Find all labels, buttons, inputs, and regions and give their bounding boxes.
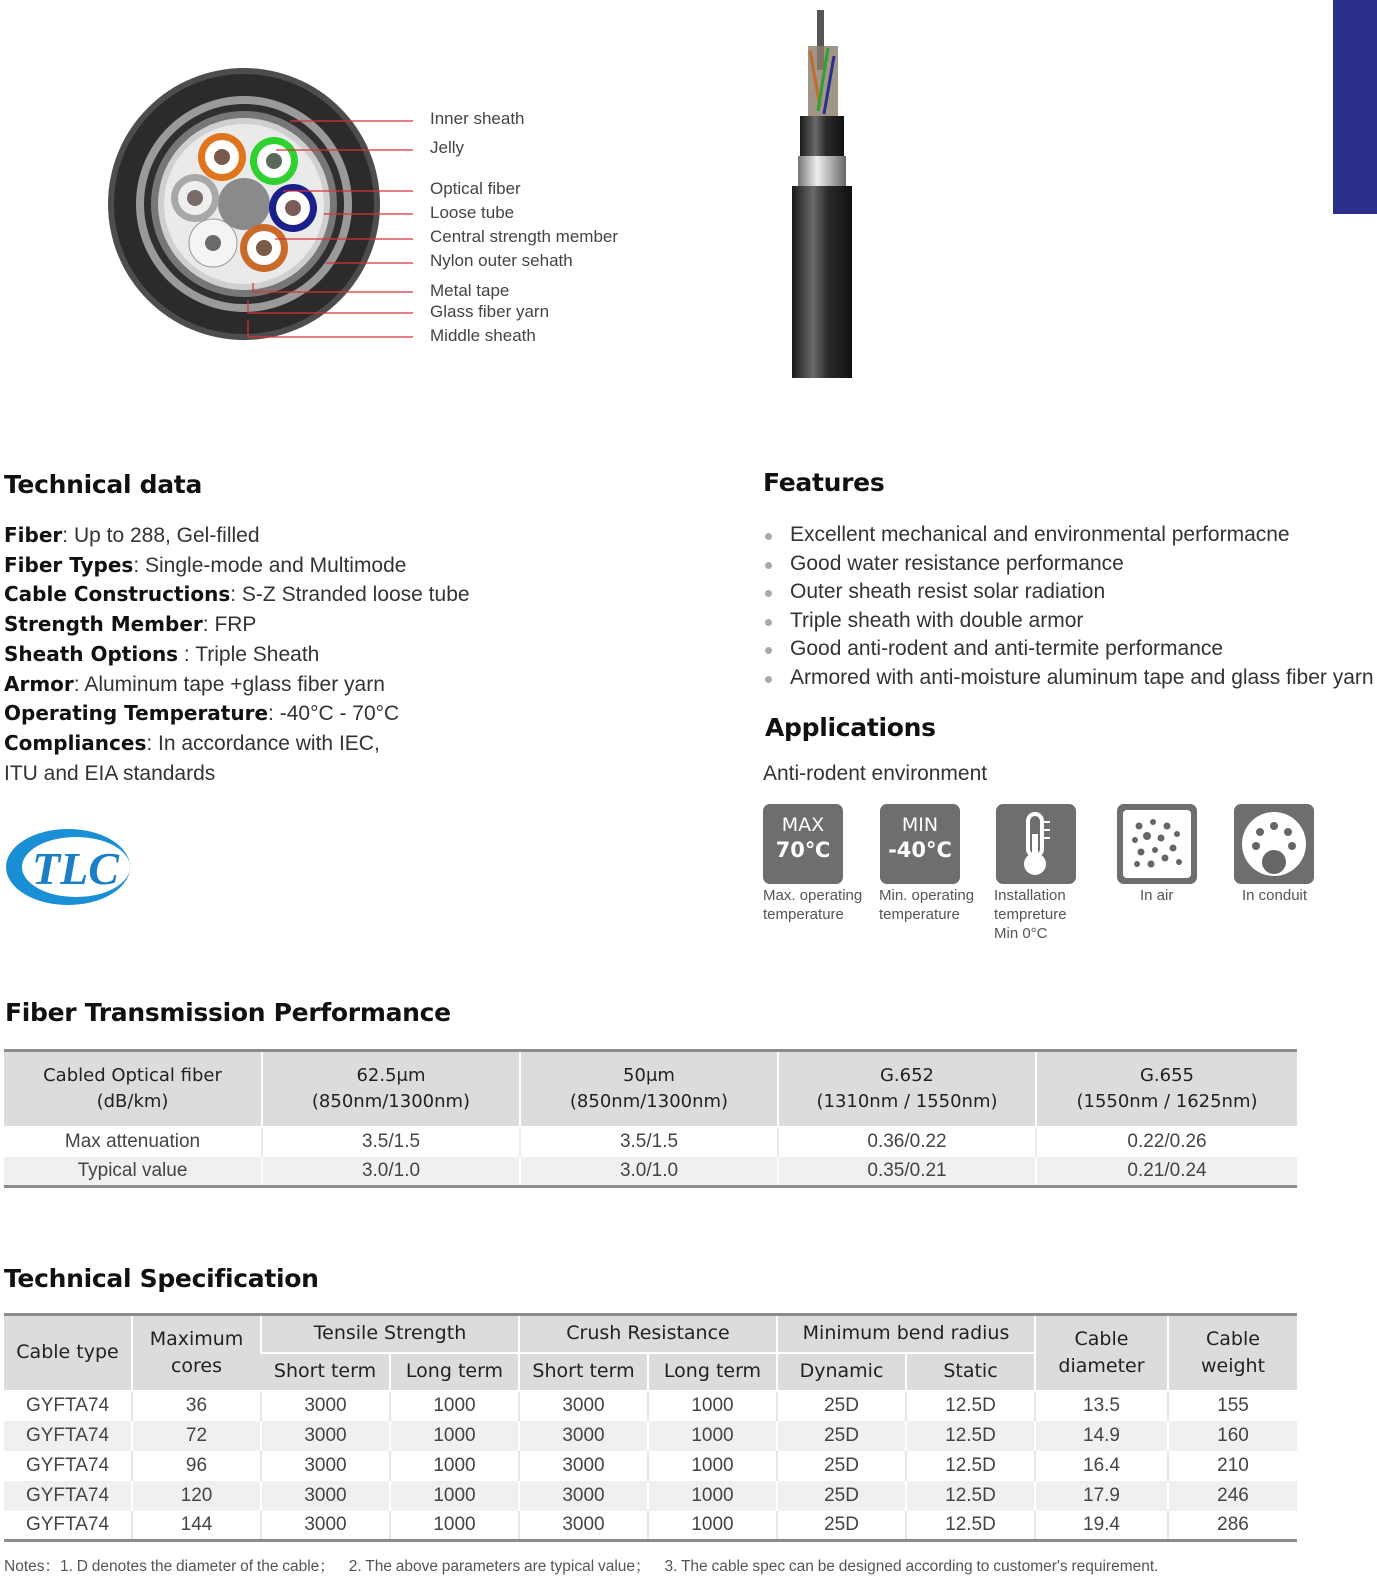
cable-product-image [790, 6, 860, 378]
table-cell: 1000 [390, 1451, 519, 1481]
header-cell: Long term [648, 1353, 777, 1391]
table-cell: 1000 [390, 1511, 519, 1541]
table-cell: 3000 [261, 1391, 390, 1421]
features-title: Features [763, 468, 885, 497]
table-cell: 25D [777, 1421, 906, 1451]
table-cell: 3000 [261, 1421, 390, 1451]
table-row [4, 1391, 1297, 1421]
table-cell: 96 [132, 1451, 261, 1481]
tech-item-sheath-options: Sheath Options : Triple Sheath [4, 641, 320, 666]
table-cell: 210 [1168, 1451, 1297, 1481]
table-cell: 1000 [648, 1481, 777, 1511]
table-cell: 0.21/0.24 [1036, 1157, 1297, 1187]
technical-data-list [4, 521, 704, 788]
table-cell: 12.5D [906, 1421, 1035, 1451]
table-cell: 3000 [519, 1481, 648, 1511]
tech-item-compliances-cont: ITU and EIA standards [4, 761, 216, 785]
label-metal-tape: Metal tape [430, 281, 510, 300]
table-cell: 17.9 [1035, 1481, 1168, 1511]
table-row [4, 1421, 1297, 1451]
specification-title: Technical Specification [4, 1264, 319, 1293]
header-cell: Cabled Optical fiber (dB/km) [4, 1051, 262, 1127]
table-row [4, 1481, 1297, 1511]
installation-temperature-caption: Installation tempreture Min 0°C [994, 887, 1067, 942]
table-cell: 25D [777, 1391, 906, 1421]
table-cell: 3.5/1.5 [520, 1127, 778, 1157]
header-cell: Short term [261, 1353, 390, 1391]
table-cell: GYFTA74 [25, 1395, 110, 1416]
specification-table [4, 1313, 1297, 1542]
header-cell: 50μm (850nm/1300nm) [520, 1051, 778, 1127]
table-header-row [4, 1051, 1297, 1127]
header-cell: Tensile Strength [261, 1315, 519, 1353]
max-temperature-caption: Max. operating temperature [763, 887, 863, 923]
header-cell: Cable type [4, 1315, 132, 1391]
table-cell: 3000 [261, 1511, 390, 1541]
label-optical-fiber: Optical fiber [430, 179, 521, 198]
table-cell: 0.35/0.21 [778, 1157, 1036, 1187]
header-cell: G.652 (1310nm / 1550nm) [778, 1051, 1036, 1127]
table-cell: 36 [132, 1391, 261, 1421]
cable-cross-section-diagram [100, 60, 400, 360]
header-cell: Cable weight [1168, 1315, 1297, 1391]
table-cell: 1000 [648, 1421, 777, 1451]
table-row [4, 1511, 1297, 1541]
table-cell: 0.36/0.22 [778, 1127, 1036, 1157]
label-central-strength-member: Central strength member [430, 227, 619, 246]
table-cell: GYFTA74 [4, 1511, 132, 1541]
table-cell: 12.5D [906, 1481, 1035, 1511]
min-temperature-caption: Min. operating temperature [879, 887, 975, 923]
table-cell: 1000 [648, 1391, 777, 1421]
header-cell: Cable diameter [1035, 1315, 1168, 1391]
table-cell: 14.9 [1035, 1421, 1168, 1451]
table-cell: 12.5D [906, 1391, 1035, 1421]
in-conduit-icon [1234, 804, 1314, 884]
table-row [4, 1451, 1297, 1481]
tech-item-fiber-types: Fiber Types: Single-mode and Multimode [4, 552, 407, 577]
table-cell: 3.0/1.0 [520, 1157, 778, 1187]
table-cell: 13.5 [1035, 1391, 1168, 1421]
list-item: Excellent mechanical and environmental performacne [763, 521, 1377, 550]
table-cell: 16.4 [1035, 1451, 1168, 1481]
table-cell: 1000 [390, 1391, 519, 1421]
tech-item-cable-constructions: Cable Constructions: S-Z Stranded loose tube [4, 582, 470, 607]
header-cell: 62.5μm (850nm/1300nm) [262, 1051, 520, 1127]
label-inner-sheath: Inner sheath [430, 109, 525, 128]
table-cell: 120 [132, 1481, 261, 1511]
tech-item-operating-temperature: Operating Temperature: -40°C - 70°C [4, 701, 400, 726]
in-conduit-caption: In conduit [1242, 887, 1308, 904]
table-header-row [4, 1315, 1297, 1353]
in-air-caption: In air [1140, 887, 1174, 904]
table-cell: 1000 [648, 1511, 777, 1541]
notes: Notes：1. D denotes the diameter of the cable； 2. The above parameters are typical value； 3. The cable spec can be designed according to customer's requirement. [4, 1558, 1159, 1575]
max-temperature-icon: MAX 70℃ [763, 804, 843, 884]
table-cell: 12.5D [906, 1451, 1035, 1481]
tech-item-armor: Armor: Aluminum tape +glass fiber yarn [4, 671, 385, 696]
header-cell: Dynamic [777, 1353, 906, 1391]
table-cell: 246 [1168, 1481, 1297, 1511]
table-row [4, 1157, 1297, 1187]
table-cell: Typical value [4, 1157, 262, 1187]
table-cell: 3000 [519, 1391, 648, 1421]
table-row [4, 1127, 1297, 1157]
table-cell: 3000 [261, 1451, 390, 1481]
thermometer-icon [996, 804, 1076, 884]
header-cell: Maximum cores [132, 1315, 261, 1391]
header-cell: Minimum bend radius [777, 1315, 1035, 1353]
tech-item-compliances: Compliances: In accordance with IEC, [4, 730, 380, 755]
table-cell: 160 [1168, 1421, 1297, 1451]
features-list [763, 521, 1377, 693]
table-cell: 144 [132, 1511, 261, 1541]
table-cell: GYFTA74 [4, 1481, 132, 1511]
table-cell: 3000 [519, 1451, 648, 1481]
table-cell: 19.4 [1035, 1511, 1168, 1541]
tlc-logo [4, 826, 132, 908]
tech-item-fiber: Fiber: Up to 288, Gel-filled [4, 523, 260, 547]
table-cell: 25D [777, 1511, 906, 1541]
table-cell: 72 [132, 1421, 261, 1451]
performance-table [4, 1049, 1297, 1188]
table-cell: 3.0/1.0 [262, 1157, 520, 1187]
in-air-icon [1117, 804, 1197, 884]
table-cell: 25D [777, 1451, 906, 1481]
applications-text: Anti-rodent environment [763, 762, 988, 785]
logo-text: TLC [32, 843, 119, 894]
technical-data-title: Technical data [4, 470, 203, 499]
header-cell: Static [906, 1353, 1035, 1391]
table-cell: 1000 [390, 1421, 519, 1451]
table-cell: 25D [777, 1481, 906, 1511]
min-temperature-icon: MIN -40°C [880, 804, 960, 884]
table-cell: 286 [1168, 1511, 1297, 1541]
header-cell: Crush Resistance [519, 1315, 777, 1353]
list-item: Armored with anti-moisture aluminum tape and glass fiber yarn [763, 664, 1377, 693]
table-cell: 3000 [261, 1481, 390, 1511]
tech-item-strength-member: Strength Member: FRP [4, 612, 257, 637]
table-cell: GYFTA74 [4, 1421, 132, 1451]
table-cell: 3000 [519, 1511, 648, 1541]
list-item: Triple sheath with double armor [763, 607, 1377, 636]
list-item: Good water resistance performance [763, 550, 1377, 579]
label-jelly: Jelly [430, 138, 465, 157]
list-item: Outer sheath resist solar radiation [763, 578, 1377, 607]
corner-accent-tab [1333, 0, 1377, 214]
header-cell: Long term [390, 1353, 519, 1391]
table-cell: 12.5D [906, 1511, 1035, 1541]
table-cell: GYFTA74 [25, 1454, 110, 1476]
table-cell: 1000 [648, 1451, 777, 1481]
header-cell: Short term [519, 1353, 648, 1391]
table-cell: Max attenuation [64, 1131, 201, 1152]
label-loose-tube: Loose tube [430, 203, 515, 222]
performance-title: Fiber Transmission Performance [5, 998, 451, 1027]
label-glass-fiber-yarn: Glass fiber yarn [430, 302, 550, 321]
table-cell: 0.22/0.26 [1036, 1127, 1297, 1157]
applications-title: Applications [765, 713, 936, 742]
label-nylon-outer-sheath: Nylon outer sehath [430, 251, 573, 270]
table-cell: 3.5/1.5 [262, 1127, 520, 1157]
header-cell: G.655 (1550nm / 1625nm) [1036, 1051, 1297, 1127]
table-cell: 155 [1168, 1391, 1297, 1421]
label-middle-sheath: Middle sheath [430, 326, 536, 345]
table-cell: 1000 [390, 1481, 519, 1511]
table-cell: 3000 [519, 1421, 648, 1451]
list-item: Good anti-rodent and anti-termite performance [763, 635, 1377, 664]
